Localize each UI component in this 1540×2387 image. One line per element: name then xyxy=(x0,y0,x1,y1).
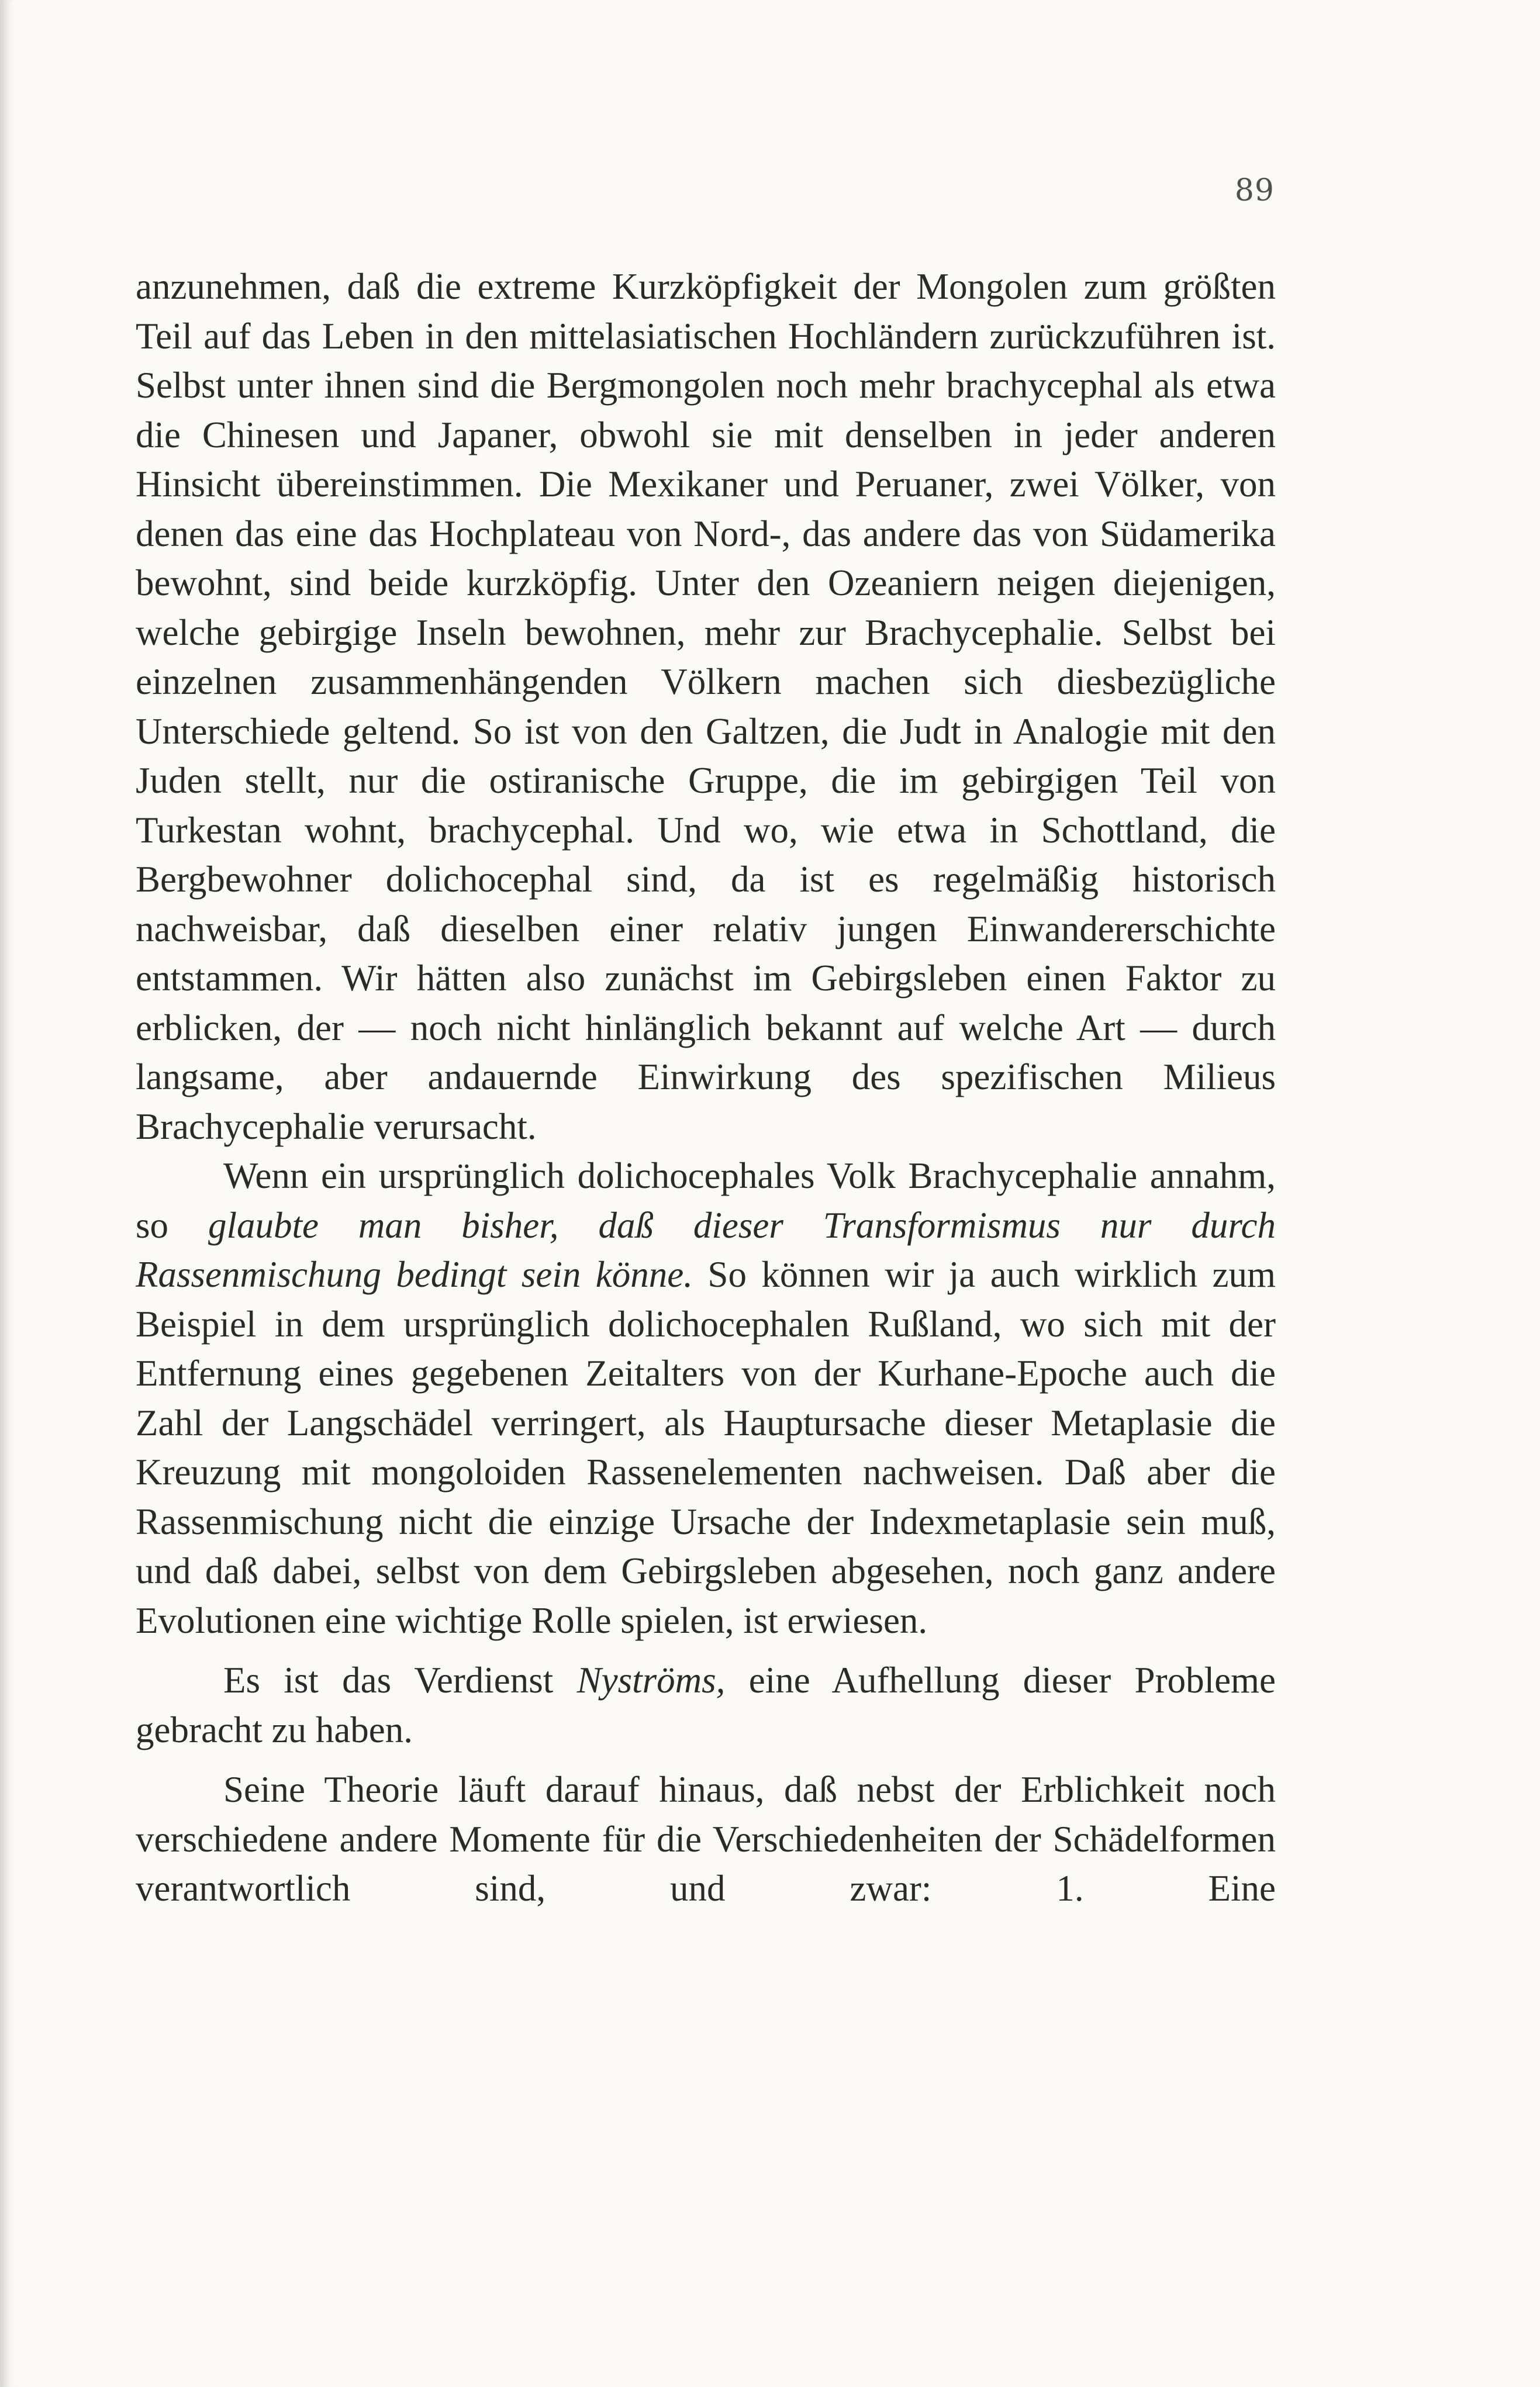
paragraph-1 xyxy=(136,262,1276,1151)
paragraph-3-text-b: eine Aufhellung dieser Probleme gebracht zu haben. xyxy=(136,1660,1276,1750)
paragraph-2-text-a: Wenn ein ursprünglich dolichocephales Volk Brachycephalie annahm, so xyxy=(136,1155,1276,1246)
paragraph-3-emphasis: Nyströms, xyxy=(576,1660,726,1701)
paragraph-4 xyxy=(136,1765,1276,1913)
paragraph-4-text: Seine Theorie läuft darauf hinaus, daß nebst der Erblichkeit noch verschiedene andere Momente für die Verschiedenheiten der Schädelformen verantwortlich sind, und zwar: 1. Eine xyxy=(136,1769,1276,1909)
paragraph-2-emphasis: glaubte man bisher, daß dieser Transformismus nur durch Rassenmischung bedingt sein könne. xyxy=(136,1204,1276,1295)
body-text xyxy=(136,262,1276,1913)
paragraph-3-text-a: Es ist das Verdienst xyxy=(223,1660,577,1701)
paragraph-2 xyxy=(136,1151,1276,1645)
paragraph-2-text-b: So können wir ja auch wirklich zum Beispiel in dem ursprünglich dolichocephalen Rußland, wo sich mit der Entfernung eines gegebenen Zeitalters von der Kurhane-Epoche auch die Zahl der Langschädel verringert, als Hauptursache dieser Metaplasie die Kreuzung mit mongoloiden Rassenelementen nachweisen. Daß aber die Rassenmischung nicht die einzige Ursache der Indexmetaplasie sein muß, und daß dabei, selbst von dem Gebirgsleben abgesehen, noch ganz andere Evolutionen eine wichtige Rolle spielen, ist erwiesen. xyxy=(136,1254,1276,1641)
page-number: 89 xyxy=(1234,173,1275,208)
paragraph-3 xyxy=(136,1656,1276,1754)
paragraph-1-text: anzunehmen, daß die extreme Kurzköpfigkeit der Mongolen zum größten Teil auf das Leben in den mittelasiatischen Hochländern zurückzuführen ist. Selbst unter ihnen sind die Bergmongolen noch mehr brachycephal als etwa die Chinesen und Japaner, obwohl sie mit denselben in jeder anderen Hinsicht übereinstimmen. Die Mexikaner und Peruaner, zwei Völker, von denen das eine das Hochplateau von Nord-, das andere das von Südamerika bewohnt, sind beide kurzköpfig. Unter den Ozeaniern neigen diejenigen, welche gebirgige Inseln bewohnen, mehr zur Brachycephalie. Selbst bei einzelnen zusammenhängenden Völkern machen sich diesbezügliche Unterschiede geltend. So ist von den Galtzen, die Judt in Analogie mit den Juden stellt, nur die ostiranische Gruppe, die im gebirgigen Teil von Turkestan wohnt, brachycephal. Und wo, wie etwa in Schottland, die Bergbewohner dolichocephal sind, da ist es regelmäßig historisch nachweisbar, daß dieselben einer relativ jungen Einwandererschichte entstammen. Wir hätten also zunächst im Gebirgsleben einen Faktor zu erblicken, der — noch nicht hinlänglich bekannt auf welche Art — durch langsame, aber andauernde Einwirkung des spezifischen Milieus Brachycephalie verursacht. xyxy=(136,266,1276,1147)
